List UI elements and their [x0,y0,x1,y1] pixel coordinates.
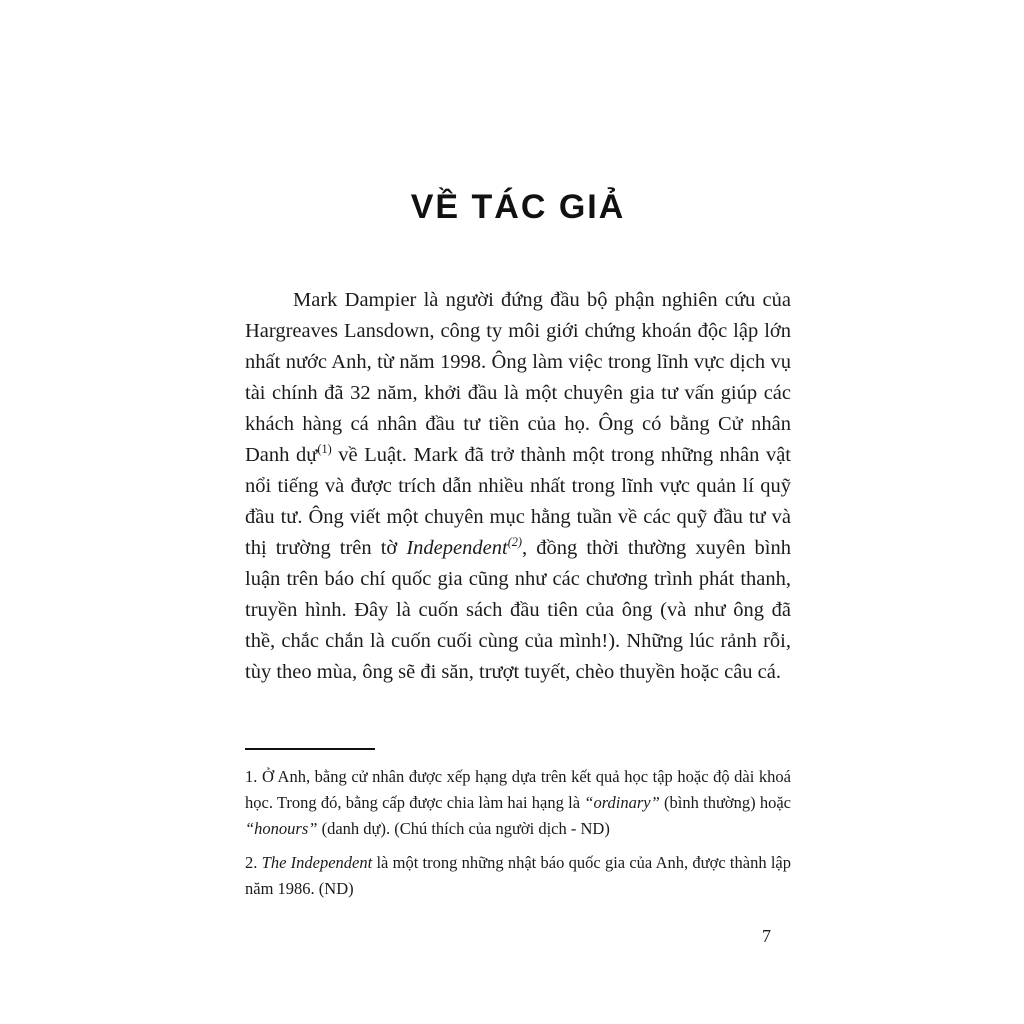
page-number: 7 [762,926,771,946]
footnote-divider [245,748,375,750]
page-title: VỀ TÁC GIẢ [410,188,626,226]
footnote-1: 1. Ở Anh, bằng cử nhân được xếp hạng dựa trên kết quả học tập hoặc độ dài khoá học. Trong đó, bằng cấp được chia làm hai hạng là “ordinary” (bình thường) hoặc “honours” (danh dự). (Chú thích của người dịch - ND) [245,767,792,838]
author-bio-paragraph: Mark Dampier là người đứng đầu bộ phận nghiên cứu của Hargreaves Lansdown, công ty môi giới chứng khoán độc lập lớn nhất nước Anh, từ năm 1998. Ông làm việc trong lĩnh vực dịch vụ tài chính đã 32 năm, khởi đầu là một chuyên gia tư vấn giúp các khách hàng cá nhân đầu tư tiền của họ. Ông có bằng Cử nhân Danh dự$^{(1)}$ về Luật. Mark đã trở thành một trong những nhân vật nổi tiếng và được trích dẫn nhiều nhất trong lĩnh vực quản lí quỹ đầu tư. Ông viết một chuyên mục hằng tuần về các quỹ đầu tư và thị trường trên tờ Independent$^{(2)}$, đồng thời thường xuyên bình luận trên báo chí quốc gia cũng như các chương trình phát thanh, truyền hình. Đây là cuốn sách đầu tiên của ông (và như ông đã thề, chắc chắn là cuốn cuối cùng của mình!). Những lúc rảnh rỗi, tùy theo mùa, ông sẽ đi săn, trượt tuyết, chèo thuyền hoặc câu cá. [245,289,792,683]
footnote-2: 2. The Independent là một trong những nhật báo quốc gia của Anh, được thành lập năm 1986. (ND) [245,853,791,898]
page-content [245,188,791,902]
footnotes-section [245,764,791,902]
